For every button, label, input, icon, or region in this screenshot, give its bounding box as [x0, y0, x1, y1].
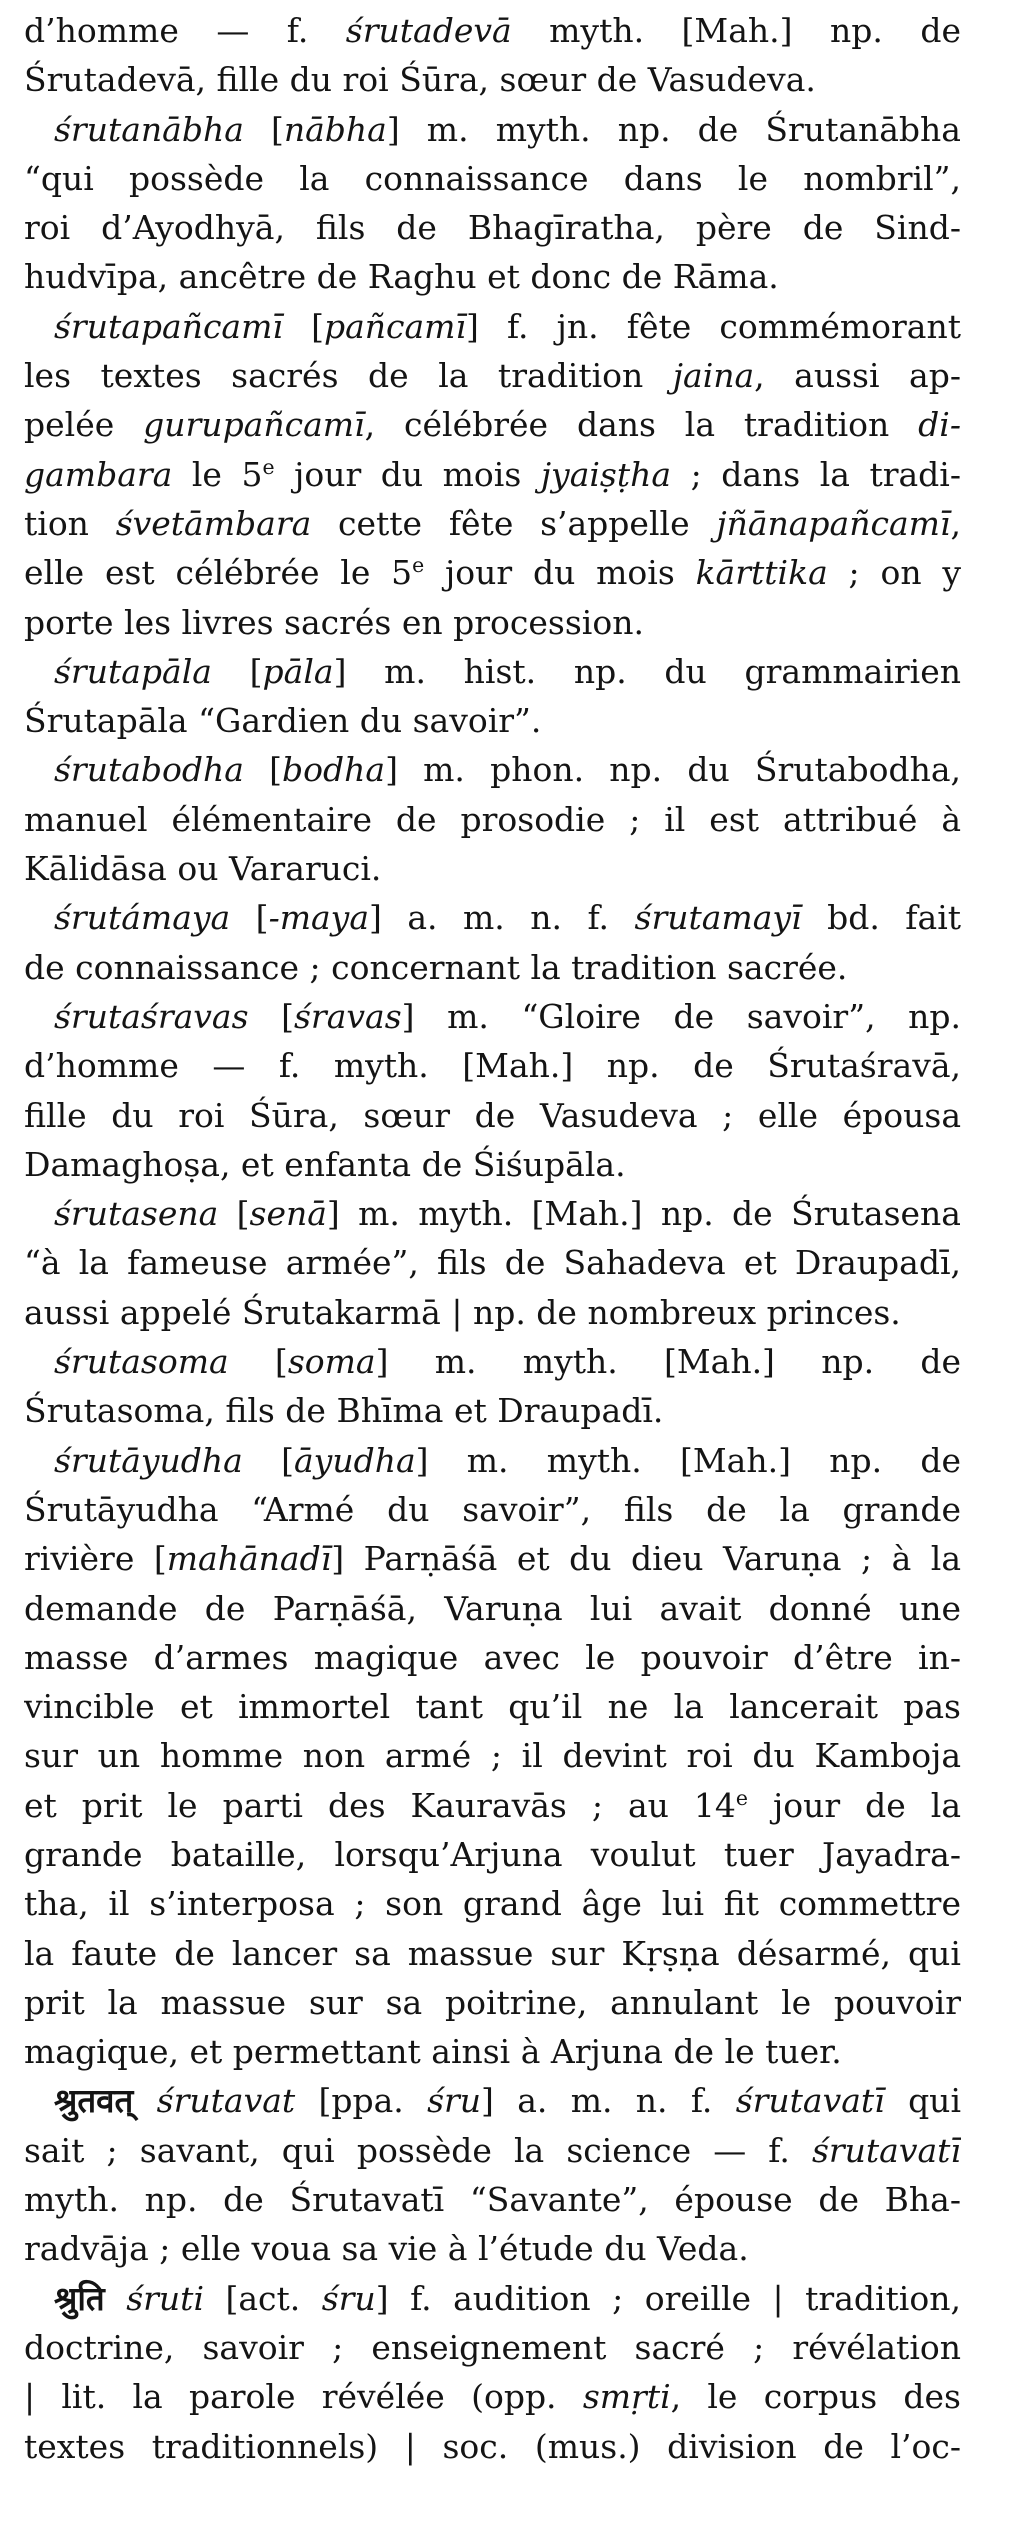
text-line	[24, 696, 961, 745]
text-span: Śrutadevā, fille du roi Śūra, sœur de Vasudeva.	[24, 60, 816, 100]
text-span: textes traditionnels) | soc. (mus.) division de l’oc-	[24, 2426, 961, 2466]
text-span: ; dans la tradi-	[671, 454, 961, 494]
text-line	[24, 2422, 961, 2471]
italic-term: mahānadī	[166, 1539, 332, 1579]
text-span: cette fête s’appelle	[311, 503, 717, 543]
text-span: roi d’Ayodhyā, fils de Bhagīratha, père de Sind-	[24, 208, 961, 248]
text-line	[24, 1534, 961, 1583]
italic-term: gambara	[24, 454, 173, 494]
text-span: , célébrée dans la tradition	[364, 405, 919, 445]
text-span: d’homme — f.	[24, 11, 346, 50]
text-span: masse d’armes magique avec le pouvoir d’être in-	[24, 1637, 961, 1677]
text-span: rivière [	[24, 1539, 167, 1579]
text-span: et prit le parti des Kauravās ; au 14	[24, 1785, 736, 1825]
text-line	[24, 2323, 961, 2372]
entry-srutasena-line	[24, 1189, 961, 1238]
headword: śrutaśravas	[54, 996, 249, 1036]
headword: śrutasena	[54, 1194, 219, 1234]
text-span: sur un homme non armé ; il devint roi du Kamboja	[24, 1736, 961, 1776]
text-span: ] f. jn. fête commémorant	[466, 306, 961, 346]
text-span: myth. [Mah.] np. de	[511, 11, 961, 50]
italic-term: di-	[918, 405, 961, 445]
text-line	[24, 154, 961, 203]
text-span: jour de la	[747, 1785, 961, 1825]
text-span: [	[248, 996, 294, 1036]
text-span: radvāja ; elle voua sa vie à l’étude du Veda.	[24, 2229, 749, 2269]
text-span: Śrutasoma, fils de Bhīma et Draupadī.	[24, 1391, 664, 1431]
text-span: la faute de lancer sa massue sur Kṛṣṇa désarmé, qui	[24, 1933, 961, 1973]
text-span: elle est célébrée le 5	[24, 553, 413, 593]
text-span: de connaissance ; concernant la tradition sacrée.	[24, 947, 848, 987]
italic-term: smṛti	[582, 2377, 671, 2417]
text-span	[133, 2081, 156, 2120]
headword: śrutāyudha	[54, 1440, 243, 1480]
text-line	[24, 203, 961, 252]
text-line	[24, 252, 961, 301]
italic-term: -maya	[268, 898, 369, 938]
italic-term: soma	[287, 1342, 376, 1382]
text-span: fille du roi Śūra, sœur de Vasudeva ; elle épousa	[24, 1095, 961, 1135]
italic-term: bodha	[282, 750, 386, 790]
text-line	[24, 1929, 961, 1978]
italic-term: nābha	[283, 109, 387, 149]
text-line	[24, 1288, 961, 1337]
devanagari-headword: श्रुतवत्	[54, 2081, 134, 2121]
italic-term: jyaiṣṭha	[540, 454, 672, 494]
text-span: hudvīpa, ancêtre de Raghu et donc de Rāma.	[24, 257, 779, 297]
entry-srutavat-line	[24, 2076, 961, 2125]
text-line	[24, 55, 961, 104]
text-line	[24, 844, 961, 893]
text-span: ] a. m. n. f.	[481, 2081, 736, 2121]
text-span: jour du mois	[424, 553, 696, 593]
italic-term: pāla	[262, 651, 334, 691]
text-span: “à la fameuse armée”, fils de Sahadeva et Draupadī,	[24, 1243, 961, 1283]
text-line	[24, 400, 961, 449]
superscript: e	[735, 1785, 748, 1810]
text-line	[24, 1041, 961, 1090]
text-line	[24, 598, 961, 647]
italic-term: śrutamayī	[634, 898, 802, 938]
text-span: ] m. phon. np. du Śrutabodha,	[385, 750, 961, 790]
italic-term: śru	[321, 2278, 376, 2318]
italic-term: pañcamī	[323, 306, 467, 346]
text-span: ] m. “Gloire de savoir”, np.	[401, 996, 961, 1036]
text-line	[24, 2224, 961, 2273]
italic-term: āyudha	[294, 1440, 416, 1480]
text-span: Śrutapāla “Gardien du savoir”.	[24, 701, 542, 741]
superscript: e	[412, 553, 425, 578]
text-span: jour du mois	[274, 454, 541, 494]
text-line	[24, 548, 961, 597]
text-span: ] Parṇāśā et du dieu Varuṇa ; à la	[331, 1539, 961, 1579]
text-line	[24, 450, 961, 499]
text-span: ; on y	[827, 553, 961, 593]
text-span: tion	[24, 503, 116, 543]
entry-srutasravas-line	[24, 992, 961, 1041]
text-span: | lit. la parole révélée (opp.	[24, 2377, 583, 2417]
text-line	[24, 1978, 961, 2027]
italic-term: śrutavat	[156, 2081, 296, 2121]
text-span: ] f. audition ; oreille | tradition,	[375, 2278, 961, 2318]
text-span: sait ; savant, qui possède la science — f.	[24, 2130, 812, 2170]
headword: śrutámaya	[54, 898, 231, 938]
text-span: magique, et permettant ainsi à Arjuna de le tuer.	[24, 2032, 842, 2072]
entry-srutapala-line	[24, 647, 961, 696]
text-span: “qui possède la connaissance dans le nombril”,	[24, 158, 961, 198]
text-span: bd. fait	[801, 898, 961, 938]
headword: śrutanābha	[54, 109, 244, 149]
text-line	[24, 2027, 961, 2076]
text-span: tha, il s’interposa ; son grand âge lui fit commettre	[24, 1884, 961, 1924]
entry-srutabodha-line	[24, 745, 961, 794]
text-line	[24, 943, 961, 992]
text-line	[24, 1633, 961, 1682]
italic-term: śvetāmbara	[115, 503, 312, 543]
text-span: prit la massue sur sa poitrine, annulant le pouvoir	[24, 1982, 961, 2022]
italic-term: jñānapañcamī	[716, 503, 951, 543]
text-span: manuel élémentaire de prosodie ; il est attribué à	[24, 799, 961, 839]
text-span: [	[218, 1194, 250, 1234]
italic-term: kārttika	[695, 553, 828, 593]
text-span: ] m. myth. [Mah.] np. de Śrutasena	[326, 1194, 961, 1234]
text-span: myth. np. de Śrutavatī “Savante”, épouse de Bha-	[24, 2180, 961, 2220]
text-span: grande bataille, lorsqu’Arjuna voulut tuer Jayadra-	[24, 1834, 961, 1874]
text-span: [ppa.	[295, 2081, 428, 2121]
text-span: doctrine, savoir ; enseignement sacré ; révélation	[24, 2327, 961, 2367]
text-span	[105, 2279, 126, 2318]
entry-srutamaya-line	[24, 893, 961, 942]
text-span: ] a. m. n. f.	[369, 898, 635, 938]
text-line	[24, 2175, 961, 2224]
text-line	[24, 351, 961, 400]
superscript: e	[262, 454, 275, 479]
text-line	[24, 1830, 961, 1879]
entry-srutayudha-line	[24, 1436, 961, 1485]
text-span: [	[230, 898, 269, 938]
text-line	[24, 6, 961, 55]
headword: śrutasoma	[54, 1342, 229, 1382]
text-span: porte les livres sacrés en procession.	[24, 602, 644, 642]
headword: śrutapañcamī	[54, 306, 283, 346]
text-span: [	[211, 651, 263, 691]
text-line	[24, 1140, 961, 1189]
entry-srutapancami-line	[24, 302, 961, 351]
text-span: [	[243, 109, 284, 149]
text-span: vincible et immortel tant qu’il ne la lancerait pas	[24, 1687, 961, 1727]
text-span: Damaghoṣa, et enfanta de Śiśupāla.	[24, 1144, 626, 1184]
text-line	[24, 1781, 961, 1830]
italic-term: śrutavatī	[811, 2130, 961, 2170]
text-span: qui	[884, 2081, 961, 2121]
text-line	[24, 2372, 961, 2421]
text-line	[24, 1386, 961, 1435]
entry-sruti-line	[24, 2274, 961, 2323]
text-line	[24, 1682, 961, 1731]
italic-term: śrutavatī	[735, 2081, 885, 2121]
italic-term: śru	[427, 2081, 482, 2121]
entry-srutasoma-line	[24, 1337, 961, 1386]
headword: śrutabodha	[54, 750, 244, 790]
text-span: d’homme — f. myth. [Mah.] np. de Śrutaśravā,	[24, 1046, 961, 1086]
text-span: aussi appelé Śrutakarmā | np. de nombreux princes.	[24, 1292, 901, 1332]
italic-term: jaina	[672, 356, 755, 396]
text-span: [act.	[204, 2278, 322, 2318]
text-span: ] m. myth. [Mah.] np. de	[415, 1440, 961, 1480]
text-line	[24, 2126, 961, 2175]
text-span: Śrutāyudha “Armé du savoir”, fils de la grande	[24, 1489, 961, 1529]
text-span: pelée	[24, 405, 144, 445]
text-line	[24, 1731, 961, 1780]
text-span: Kālidāsa ou Vararuci.	[24, 849, 382, 889]
text-span: ] m. myth. [Mah.] np. de	[375, 1342, 961, 1382]
text-span: les textes sacrés de la tradition	[24, 356, 673, 396]
italic-term: śruti	[126, 2278, 204, 2318]
text-span: demande de Parṇāśā, Varuṇa lui avait donné une	[24, 1588, 961, 1628]
text-line	[24, 795, 961, 844]
dictionary-entries	[24, 6, 961, 2471]
text-line	[24, 1584, 961, 1633]
text-span: [	[242, 1440, 294, 1480]
italic-term: senā	[249, 1194, 327, 1234]
italic-term: śravas	[294, 996, 402, 1036]
text-span: [	[228, 1342, 288, 1382]
text-span: ] m. hist. np. du grammairien	[333, 651, 961, 691]
text-span: , aussi ap-	[754, 356, 961, 396]
text-line	[24, 1238, 961, 1287]
text-span: ,	[950, 503, 961, 543]
devanagari-headword: श्रुति	[54, 2278, 105, 2318]
headword: śrutapāla	[54, 651, 212, 691]
text-line	[24, 1091, 961, 1140]
text-span: [	[282, 306, 324, 346]
italic-term: śrutadevā	[345, 11, 512, 50]
text-span: , le corpus des	[670, 2377, 961, 2417]
text-line	[24, 1485, 961, 1534]
text-span: le 5	[172, 454, 263, 494]
text-line	[24, 499, 961, 548]
italic-term: gurupañcamī	[143, 405, 365, 445]
text-span: [	[243, 750, 283, 790]
text-line	[24, 1879, 961, 1928]
entry-srutanabha-line	[24, 105, 961, 154]
text-span: ] m. myth. np. de Śrutanābha	[386, 109, 961, 149]
